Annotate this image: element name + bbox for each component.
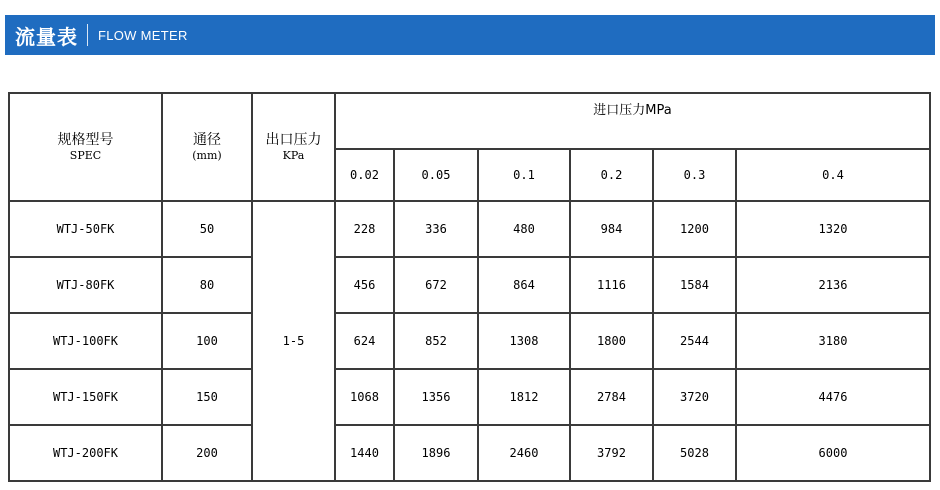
table-row <box>9 425 930 481</box>
outlet-header <box>252 93 335 201</box>
outlet-pressure-cell: 1-5 <box>252 201 335 481</box>
flow-cell: 1896 <box>394 425 478 481</box>
outlet-header-en: KPa <box>282 149 305 162</box>
flow-cell: 6000 <box>736 425 930 481</box>
dn-header <box>162 93 252 201</box>
flow-cell: 3720 <box>653 369 736 425</box>
flow-cell: 3792 <box>570 425 653 481</box>
flow-cell: 1116 <box>570 257 653 313</box>
spec-header <box>9 93 162 201</box>
model-cell: WTJ-200FK <box>9 425 162 481</box>
table-row <box>9 257 930 313</box>
flow-cell: 1308 <box>478 313 570 369</box>
pressure-4: 0.3 <box>653 149 736 201</box>
flow-cell: 3180 <box>736 313 930 369</box>
header-divider <box>87 24 88 46</box>
pressure-2: 0.1 <box>478 149 570 201</box>
spec-header-en: SPEC <box>69 149 102 162</box>
flow-cell: 1440 <box>335 425 394 481</box>
spec-header-cn: 规格型号 <box>57 132 114 148</box>
flow-cell: 5028 <box>653 425 736 481</box>
flow-cell: 228 <box>335 201 394 257</box>
flow-cell: 1584 <box>653 257 736 313</box>
flow-cell: 2784 <box>570 369 653 425</box>
model-cell: WTJ-100FK <box>9 313 162 369</box>
flow-cell: 624 <box>335 313 394 369</box>
flow-cell: 1068 <box>335 369 394 425</box>
header-title-en: FLOW METER <box>98 27 188 43</box>
flow-cell: 852 <box>394 313 478 369</box>
dn-header-en: (mm) <box>192 149 222 162</box>
flow-cell: 1800 <box>570 313 653 369</box>
table-row <box>9 201 930 257</box>
dn-header-cn: 通径 <box>193 132 221 148</box>
flow-cell: 864 <box>478 257 570 313</box>
table-row <box>9 369 930 425</box>
table-row <box>9 313 930 369</box>
flow-cell: 2544 <box>653 313 736 369</box>
header-bar <box>5 15 935 55</box>
flow-cell: 2136 <box>736 257 930 313</box>
flow-cell: 2460 <box>478 425 570 481</box>
header-row-1 <box>9 93 930 149</box>
flow-cell: 456 <box>335 257 394 313</box>
dn-cell: 80 <box>162 257 252 313</box>
dn-cell: 200 <box>162 425 252 481</box>
flow-cell: 480 <box>478 201 570 257</box>
outlet-header-cn: 出口压力 <box>265 132 322 148</box>
model-cell: WTJ-150FK <box>9 369 162 425</box>
flow-cell: 1200 <box>653 201 736 257</box>
flow-cell: 1812 <box>478 369 570 425</box>
flow-cell: 984 <box>570 201 653 257</box>
dn-cell: 150 <box>162 369 252 425</box>
flow-table <box>8 92 931 482</box>
pressure-0: 0.02 <box>335 149 394 201</box>
flow-cell: 672 <box>394 257 478 313</box>
model-cell: WTJ-80FK <box>9 257 162 313</box>
flow-cell: 4476 <box>736 369 930 425</box>
flow-cell: 1356 <box>394 369 478 425</box>
dn-cell: 50 <box>162 201 252 257</box>
flow-cell: 1320 <box>736 201 930 257</box>
header-title-cn: 流量表 <box>15 24 78 49</box>
pressure-5: 0.4 <box>736 149 930 201</box>
dn-cell: 100 <box>162 313 252 369</box>
inlet-pressure-header: 进口压力MPa <box>335 93 930 149</box>
pressure-1: 0.05 <box>394 149 478 201</box>
model-cell: WTJ-50FK <box>9 201 162 257</box>
flow-cell: 336 <box>394 201 478 257</box>
pressure-3: 0.2 <box>570 149 653 201</box>
